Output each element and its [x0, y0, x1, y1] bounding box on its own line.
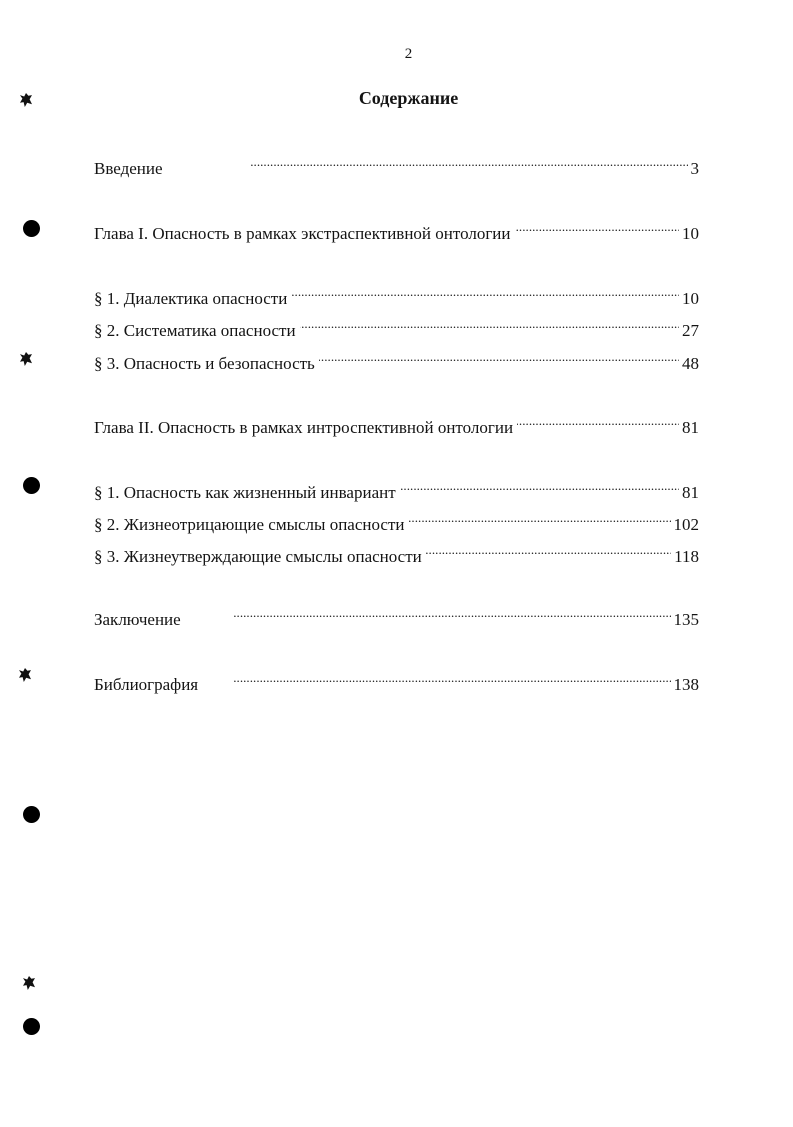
toc-leader-dots — [167, 150, 688, 174]
punch-hole — [23, 806, 40, 823]
toc-entry-text: § 3. Жизнеутверждающие смыслы опасности — [94, 547, 422, 566]
toc-entry — [94, 474, 699, 502]
scan-splotch — [20, 352, 32, 366]
toc-entry-page: 27 — [682, 321, 699, 340]
toc-entry-text: § 2. Систематика опасности — [94, 321, 296, 340]
toc-entry-text: Глава I. Опасность в рамках экстраспективной онтологии — [94, 224, 511, 243]
toc-entry — [94, 601, 699, 629]
toc-leader-dots — [408, 506, 670, 530]
punch-hole — [23, 477, 40, 494]
toc-entry-page: 138 — [673, 675, 699, 694]
toc-leader-dots — [517, 409, 679, 433]
toc-entry-text: Библиография — [94, 675, 199, 694]
toc-entry-text: Заключение — [94, 610, 181, 629]
toc-entry — [94, 312, 699, 340]
toc-leader-dots — [291, 280, 679, 304]
toc-entry — [94, 538, 699, 566]
toc-leader-dots — [185, 601, 671, 625]
toc-entry-page: 81 — [682, 483, 699, 502]
toc-entry-page: 118 — [674, 547, 699, 566]
toc-entry-page: 10 — [682, 224, 699, 243]
toc-entry — [94, 345, 699, 373]
toc-entry-page: 48 — [682, 354, 699, 373]
toc-leader-dots — [202, 666, 670, 690]
toc-entry — [94, 666, 699, 694]
toc-leader-dots — [515, 215, 680, 239]
scan-splotch — [19, 668, 31, 682]
punch-hole — [23, 220, 40, 237]
page-number: 2 — [404, 46, 413, 62]
scan-splotch — [23, 976, 35, 990]
toc-entry-page: 10 — [682, 289, 699, 308]
toc-leader-dots — [426, 538, 671, 562]
toc-entry-page: 81 — [682, 418, 699, 437]
toc-entry-text: § 1. Диалектика опасности — [94, 289, 288, 308]
toc-entry — [94, 280, 699, 308]
page-title: Содержание — [358, 88, 459, 108]
toc-entry-text: Глава II. Опасность в рамках интроспективной онтологии — [94, 418, 514, 437]
toc-entry — [94, 409, 699, 437]
toc-entry — [94, 506, 699, 534]
toc-leader-dots — [300, 312, 679, 336]
toc-leader-dots — [400, 474, 679, 498]
toc-entry-page: 135 — [673, 610, 699, 629]
toc-leader-dots — [319, 345, 679, 369]
toc-entry-text: § 3. Опасность и безопасность — [94, 354, 315, 373]
toc-entry-text: § 2. Жизнеотрицающие смыслы опасности — [94, 515, 405, 534]
toc-entry-page: 3 — [690, 159, 699, 178]
toc-entry — [94, 215, 699, 243]
toc-entry-text: Введение — [94, 159, 163, 178]
punch-hole — [23, 1018, 40, 1035]
toc-entry-page: 102 — [673, 515, 699, 534]
toc-entry — [94, 150, 699, 178]
toc-entry-text: § 1. Опасность как жизненный инвариант — [94, 483, 396, 502]
